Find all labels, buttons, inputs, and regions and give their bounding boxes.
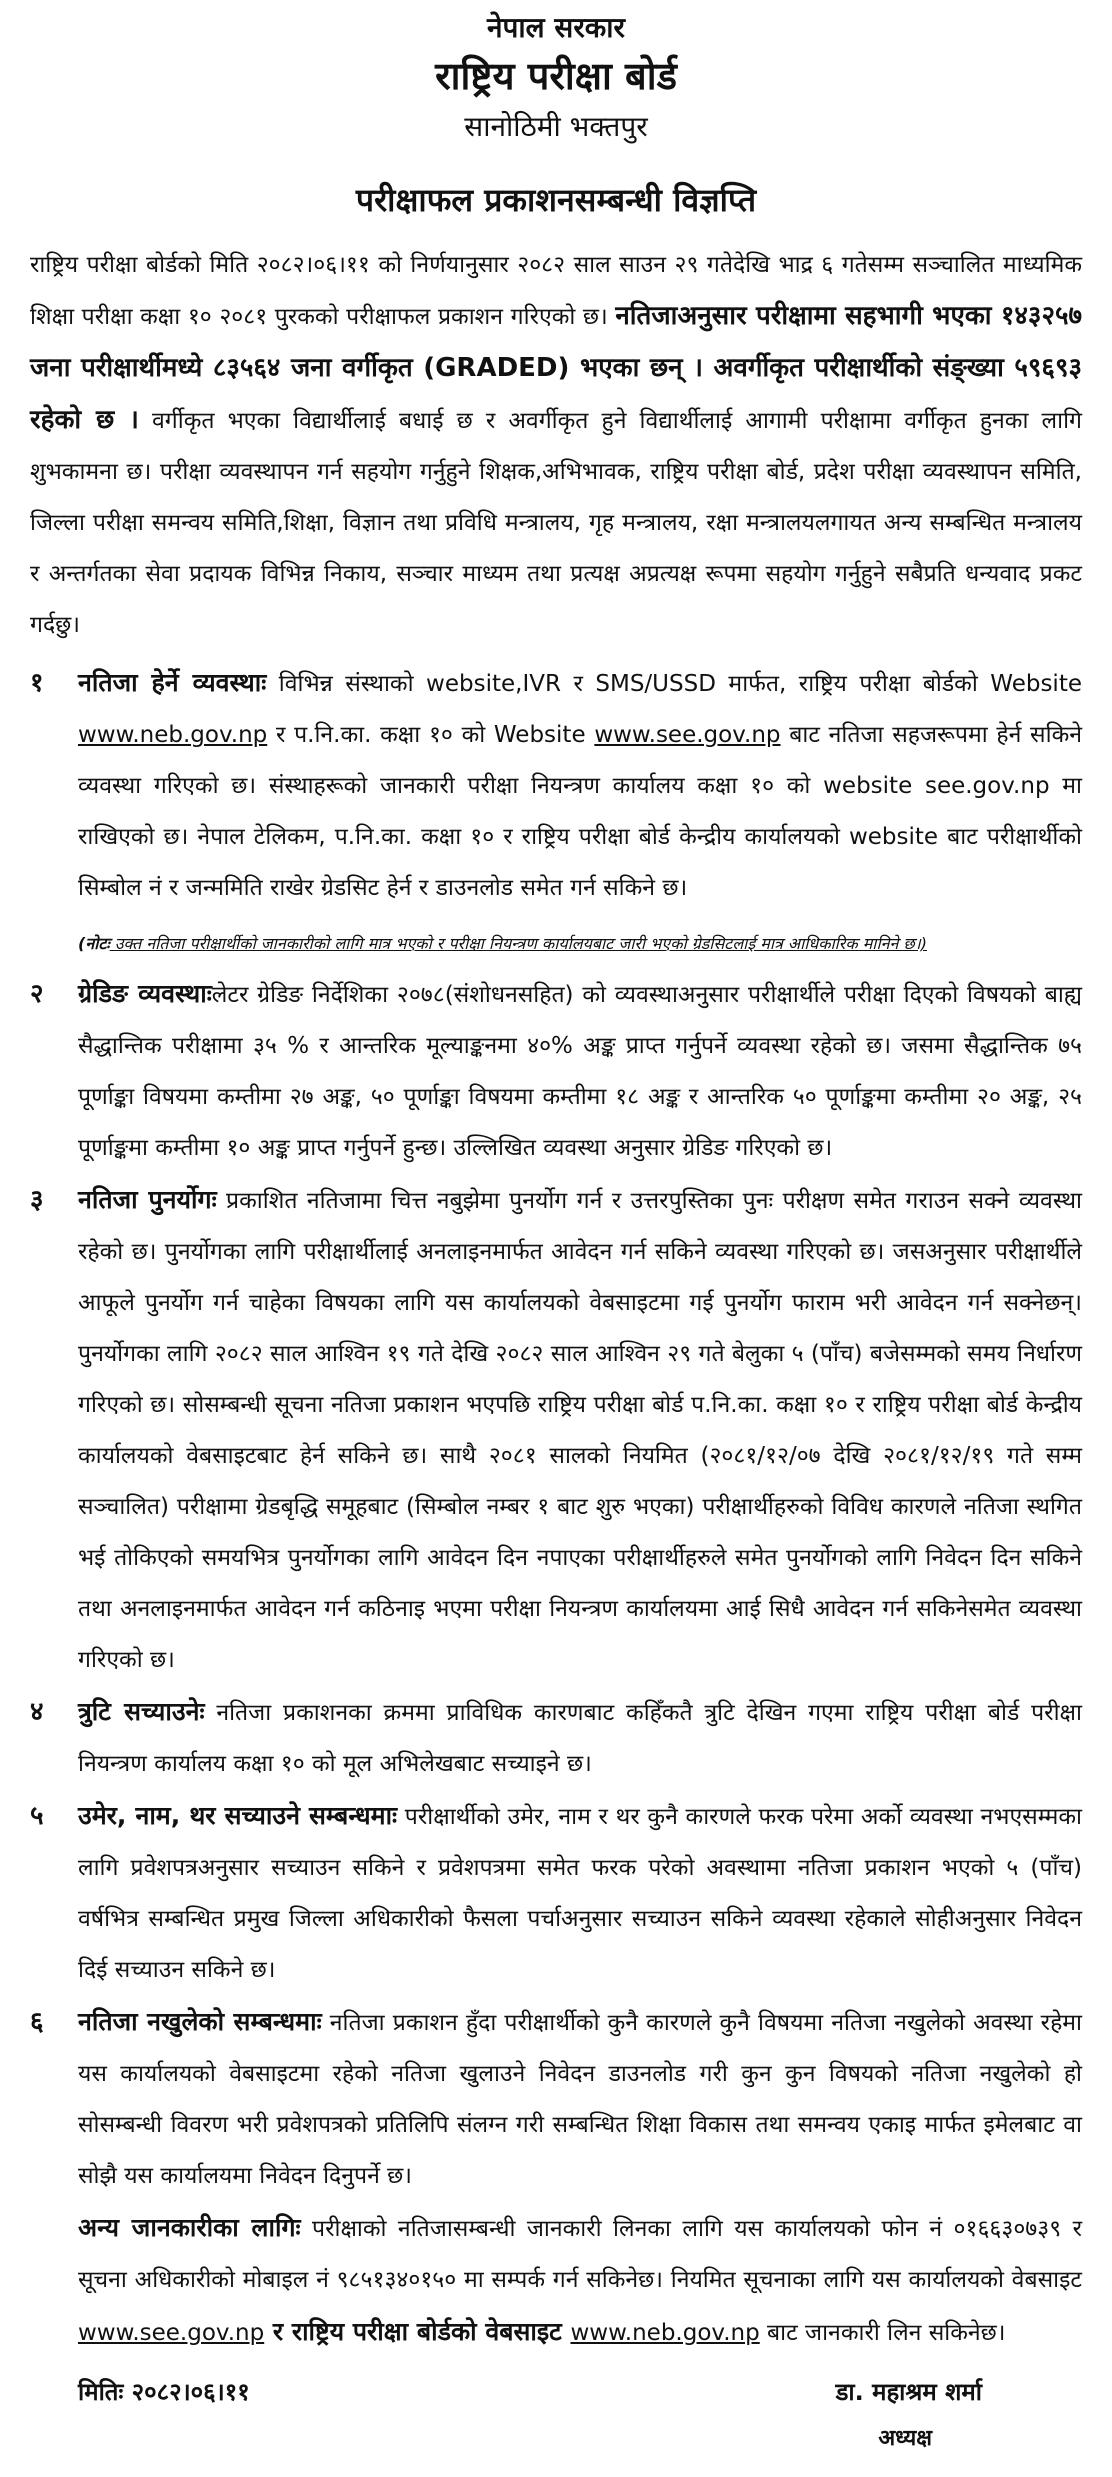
section-text: लेटर ग्रेडिङ निर्देशिका २०७८(संशोधनसहित) को व्यवस्थाअनुसार परीक्षार्थीले परीक्षा दिएको विषयको बाह्य सैद्धान्तिक परीक्षामा ३५ % र आन्तरिक मूल्याङ्कनमा ४०% अङ्क प्राप्त गर्नुपर्ने व्यवस्था रहेको छ। जसमा सैद्धान्तिक ७५ पूर्णाङ्का विषयमा कम्तीमा २७ अङ्क, ५० पूर्णाङ्का विषयमा कम्तीमा १८ अङ्क र आन्तरिक ५० पूर्णाङ्कमा कम्तीमा २० अङ्क, २५ पूर्णाङ्कमा कम्तीमा १० अङ्क प्राप्त गर्नुपर्ने हुन्छ। उल्लिखित व्यवस्था अनुसार ग्रेडिङ गरिएको छ। (78, 982, 1082, 1161)
section-result-viewing (30, 657, 1082, 914)
board-heading: राष्ट्रिय परीक्षा बोर्ड (435, 54, 677, 98)
section-contact (30, 2202, 1082, 2359)
section-body (78, 1174, 1082, 1686)
section-body (78, 1996, 1082, 2202)
section-text: बाट नतिजा सहजरूपमा हेर्न सकिने व्यवस्था गरिएको छ। संस्थाहरूको जानकारी परीक्षा नियन्त्रण कार्यालय कक्षा १० को website see.gov.np मा राखिएको छ। नेपाल टेलिकम, प.नि.का. कक्षा १० र राष्ट्रिय परीक्षा बोर्ड केन्द्रीय कार्यालयको website बाट परीक्षार्थीको सिम्बोल नं र जन्ममिति राखेर ग्रेडसिट हेर्न र डाउनलोड समेत गर्न सकिने छ। (78, 722, 1082, 901)
section-grading (30, 968, 1082, 1174)
section-text: विभिन्न संस्थाको website,IVR र SMS/USSD मार्फत, राष्ट्रिय परीक्षा बोर्डको Website (266, 671, 1082, 697)
section-text-bold: र राष्ट्रिय परीक्षा बोर्डको वेबसाइट (264, 2317, 571, 2346)
section-body (78, 968, 1082, 1174)
section-number: २ (30, 979, 44, 1009)
section-body (78, 1686, 1082, 1790)
intro-paragraph (30, 240, 1082, 651)
see-website-link[interactable]: www.see.gov.np (78, 2320, 265, 2346)
section-body (78, 657, 1082, 914)
section-text: र प.नि.का. कक्षा १० को Website (267, 722, 595, 748)
section-number: ५ (30, 1801, 44, 1831)
section-heading: नतिजा हेर्ने व्यवस्थाः (78, 668, 267, 697)
section-text: नतिजा प्रकाशनका क्रममा प्राविधिक कारणबाट कहिँकतै त्रुटि देखिन गएमा राष्ट्रिय परीक्षा बोर्ड परीक्षा नियन्त्रण कार्यालय कक्षा १० को मूल अभिलेखबाट सच्याइने छ। (78, 1700, 1082, 1777)
section-heading: ग्रेडिङ व्यवस्थाः (78, 979, 212, 1008)
section-error-correction (30, 1686, 1082, 1790)
section-heading: उमेर, नाम, थर सच्याउने सम्बन्धमाः (78, 1801, 398, 1830)
section-body (78, 2202, 1082, 2359)
intro-result-summary: नतिजाअनुसार परीक्षामा सहभागी भएका १४३२५७ जना परीक्षार्थीमध्ये ८३५६४ जना वर्गीकृत (GRADED) भएका छन् । अवर्गीकृत परीक्षार्थीको संङ्ख्या ५९६९३ रहेको छ । (30, 301, 1083, 435)
government-heading: नेपाल सरकार (486, 11, 626, 44)
section-heading: नतिजा नखुलेको सम्बन्धमाः (78, 2007, 322, 2036)
section-body (78, 1790, 1082, 1996)
section-missing-result (30, 1996, 1082, 2202)
section-number: १ (30, 668, 44, 698)
section-heading: त्रुटि सच्याउनेः (78, 1697, 205, 1726)
signature-row (78, 2369, 1082, 2415)
note-line (78, 926, 1082, 962)
section-text: बाट जानकारी लिन सकिनेछ। (759, 2320, 1006, 2346)
intro-text-2: वर्गीकृत भएका विद्यार्थीलाई बधाई छ र अवर्गीकृत हुने विद्यार्थीलाई आगामी परीक्षामा वर्गीकृत हुनका लागि शुभकामना छ। परीक्षा व्यवस्थापन गर्न सहयोग गर्नुहुने शिक्षक,अभिभावक, राष्ट्रिय परीक्षा बोर्ड, प्रदेश परीक्षा व्यवस्थापन समिति, जिल्ला परीक्षा समन्वय समिति,शिक्षा, विज्ञान तथा प्रविधि मन्त्रालय, गृह मन्त्रालय, रक्षा मन्त्रालयलगायत अन्य सम्बन्धित मन्त्रालय र अन्तर्गतका सेवा प्रदायक विभिन्न निकाय, सञ्चार माध्यम तथा प्रत्यक्ष अप्रत्यक्ष रूपमा सहयोग गर्नुहुने सबैप्रति धन्यवाद प्रकट गर्दछु। (30, 408, 1082, 638)
section-heading: नतिजा पुनर्योगः (78, 1185, 217, 1214)
section-number: ६ (30, 2007, 44, 2037)
section-text: परीक्षाको नतिजासम्बन्धी जानकारी लिनका लागि यस कार्यालयको फोन नं ०१६६३०७३९ र सूचना अधिकारीको मोबाइल नं ९८५१३४०१५० मा सम्पर्क गर्न सकिनेछ। नियमित सूचनाका लागि यस कार्यालयको वेबसाइट (78, 2216, 1083, 2293)
section-heading: अन्य जानकारीका लागिः (78, 2213, 301, 2242)
signatory-role: अध्यक्ष (878, 2426, 932, 2451)
section-text: प्रकाशित नतिजामा चित्त नबुझेमा पुनर्योग गर्न र उत्तरपुस्तिका पुनः परीक्षण समेत गराउन सक्ने व्यवस्था रहेको छ। पुनर्योगका लागि परीक्षार्थीलाई अनलाइनमार्फत आवेदन गर्न सकिने व्यवस्था गरिएको छ। जसअनुसार परीक्षार्थीले आफूले पुनर्योग गर्न चाहेका विषयका लागि यस कार्यालयको वेबसाइटमा गई पुनर्योग फाराम भरी आवेदन गर्न सक्नेछन्। पुनर्योगका लागि २०८२ साल आश्विन १९ गते देखि २०८२ साल आश्विन २९ गते बेलुका ५ (पाँच) बजेसम्मको समय निर्धारण गरिएको छ। सोसम्बन्धी सूचना नतिजा प्रकाशन भएपछि राष्ट्रिय परीक्षा बोर्ड प.नि.का. कक्षा १० र राष्ट्रिय परीक्षा बोर्ड केन्द्रीय कार्यालयको वेबसाइटबाट हेर्न सकिने छ। साथै २०८१ सालको नियमित (२०८१/१२/०७ देखि २०८१/१२/१९ गते सम्म सञ्चालित) परीक्षामा ग्रेडबृद्धि समूहबाट (सिम्बोल नम्बर १ बाट शुरु भएका) परीक्षार्थीहरुको विविध कारणले नतिजा स्थगित भई तोकिएको समयभित्र पुनर्योगका लागि आवेदन दिन नपाएका परीक्षार्थीहरुले समेत पुनर्योगको लागि निवेदन दिन सकिने तथा अनलाइनमार्फत आवेदन गर्न कठिनाइ भएमा परीक्षा नियन्त्रण कार्यालयमा आई सिधै आवेदन गर्न सकिनेसमेत व्यवस्था गरिएको छ। (78, 1188, 1082, 1673)
note-label: (नोटः (78, 934, 110, 953)
notice-title: परीक्षाफल प्रकाशनसम्बन्धी विज्ञप्ति (355, 181, 757, 219)
neb-website-link[interactable]: www.neb.gov.np (570, 2320, 760, 2346)
note-text: उक्त नतिजा परीक्षार्थीको जानकारीको लागि मात्र भएको र परीक्षा नियन्त्रण कार्यालयबाट जारी भएको ग्रेडसिटलाई मात्र आधिकारिक मानिने छ।) (109, 934, 927, 953)
section-text: नतिजा प्रकाशन हुँदा परीक्षार्थीको कुनै कारणले कुनै विषयमा नतिजा नखुलेको अवस्था रहेमा यस कार्यालयको वेबसाइटमा रहेको नतिजा खुलाउने निवेदन डाउनलोड गरी कुन कुन विषयको नतिजा नखुलेको हो सोसम्बन्धी विवरण भरी प्रवेशपत्रको प्रतिलिपि संलग्न गरी सम्बन्धित शिक्षा विकास तथा समन्वय एकाइ मार्फत इमेलबाट वा सोझै यस कार्यालयमा निवेदन दिनुपर्ने छ। (78, 2010, 1082, 2189)
notice-date: मितिः २०८२।०६।११ (78, 2378, 250, 2406)
see-website-link[interactable]: www.see.gov.np (594, 722, 781, 748)
section-text: परीक्षार्थीको उमेर, नाम र थर कुनै कारणले फरक परेमा अर्को व्यवस्था नभएसम्मका लागि प्रवेशपत्रअनुसार सच्याउन सकिने र प्रवेशपत्रमा समेत फरक परेको अवस्थामा नतिजा प्रकाशन भएको ५ (पाँच) वर्षभित्र सम्बन्धित प्रमुख जिल्ला अधिकारीको फैसला पर्चाअनुसार सच्याउन सकिने व्यवस्था रहेकाले सोहीअनुसार निवेदन दिई सच्याउन सकिने छ। (78, 1804, 1082, 1983)
neb-website-link[interactable]: www.neb.gov.np (78, 722, 268, 748)
section-retotaling (30, 1174, 1082, 1686)
section-number: ३ (30, 1185, 44, 1215)
section-name-correction (30, 1790, 1082, 1996)
section-number: ४ (30, 1697, 44, 1727)
intro-text-1: राष्ट्रिय परीक्षा बोर्डको मिति २०८२।०६।११ को निर्णयानुसार २०८२ साल साउन २९ गतेदेखि भाद्र ६ गतेसम्म सञ्चालित माध्यमिक शिक्षा परीक्षा कक्षा १० २०८१ पुरकको परीक्षाफल प्रकाशन गरिएको छ। (30, 252, 1082, 330)
signatory-name: डा. महाश्रम शर्मा (835, 2378, 982, 2406)
location-heading: सानोठिमी भक्तपुर (464, 110, 648, 143)
